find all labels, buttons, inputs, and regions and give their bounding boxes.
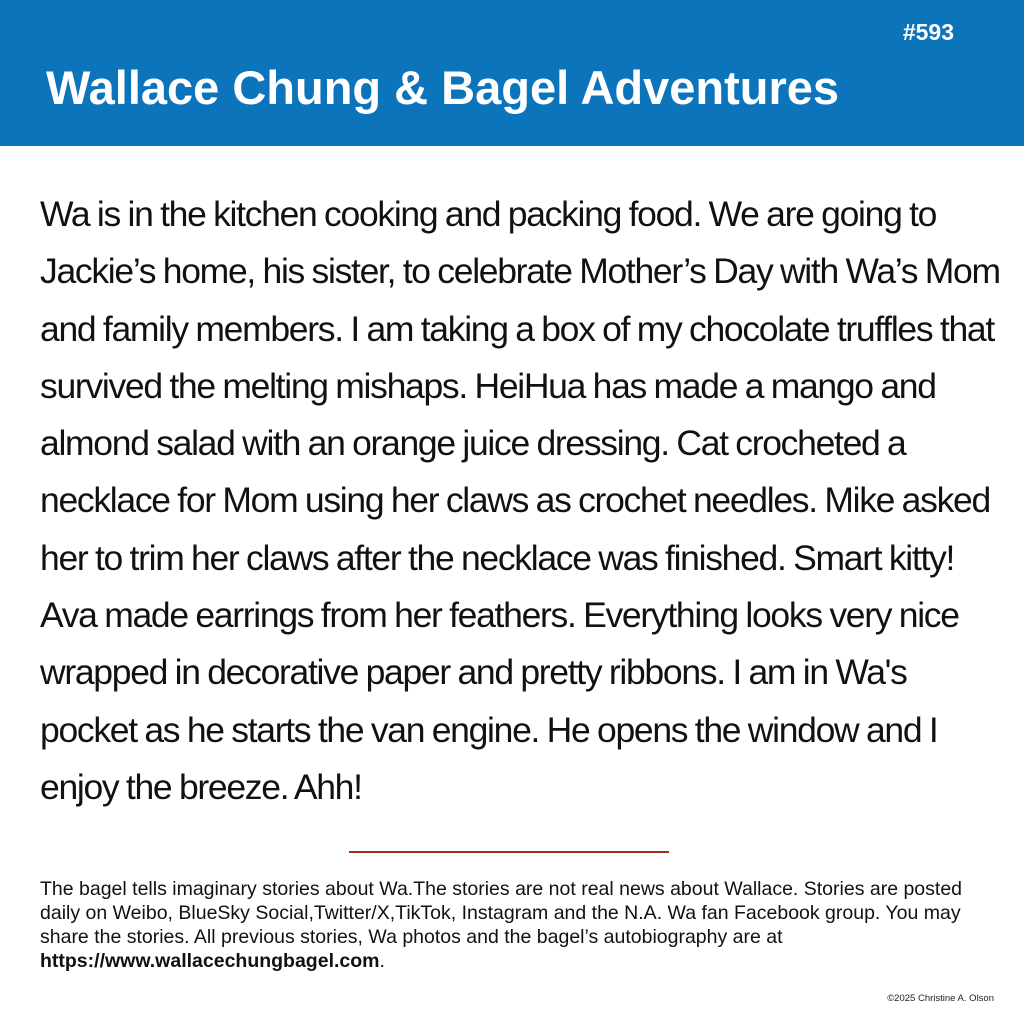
episode-number: #593 — [902, 19, 954, 45]
website-link[interactable]: https://www.wallacechungbagel.com — [40, 950, 380, 972]
footer-disclaimer — [40, 877, 990, 973]
footer-text: The bagel tells imaginary stories about Wa.The stories are not real news about Wallace. Stories are posted daily on Weibo, BlueSky Social,Twitter/X,TikTok, Instagram and the N.A. Wa fan Facebook group. You may share the stories. All previous stories, Wa photos and the bagel’s autobiography are at — [40, 878, 963, 948]
section-divider — [349, 851, 669, 853]
header-banner — [0, 0, 1024, 146]
footer-period: . — [379, 950, 385, 972]
page-title: Wallace Chung & Bagel Adventures — [46, 61, 840, 114]
copyright-notice: ©2025 Christine A. Olson — [887, 993, 994, 1004]
story-text: Wa is in the kitchen cooking and packing food. We are going to Jackie’s home, his sister, to celebrate Mother’s Day with Wa’s Mom and family members. I am taking a box of my chocolate truffles that survived the melting mishaps. HeiHua has made a mango and almond salad with an orange juice dressing. Cat crocheted a necklace for Mom using her claws as crochet needles. Mike asked her to trim her claws after the necklace was finished. Smart kitty! Ava made earrings from her feathers. Everything looks very nice wrapped in decorative paper and pretty ribbons. I am in Wa's pocket as he starts the van engine. He opens the window and I enjoy the breeze. Ahh! — [40, 194, 1000, 807]
